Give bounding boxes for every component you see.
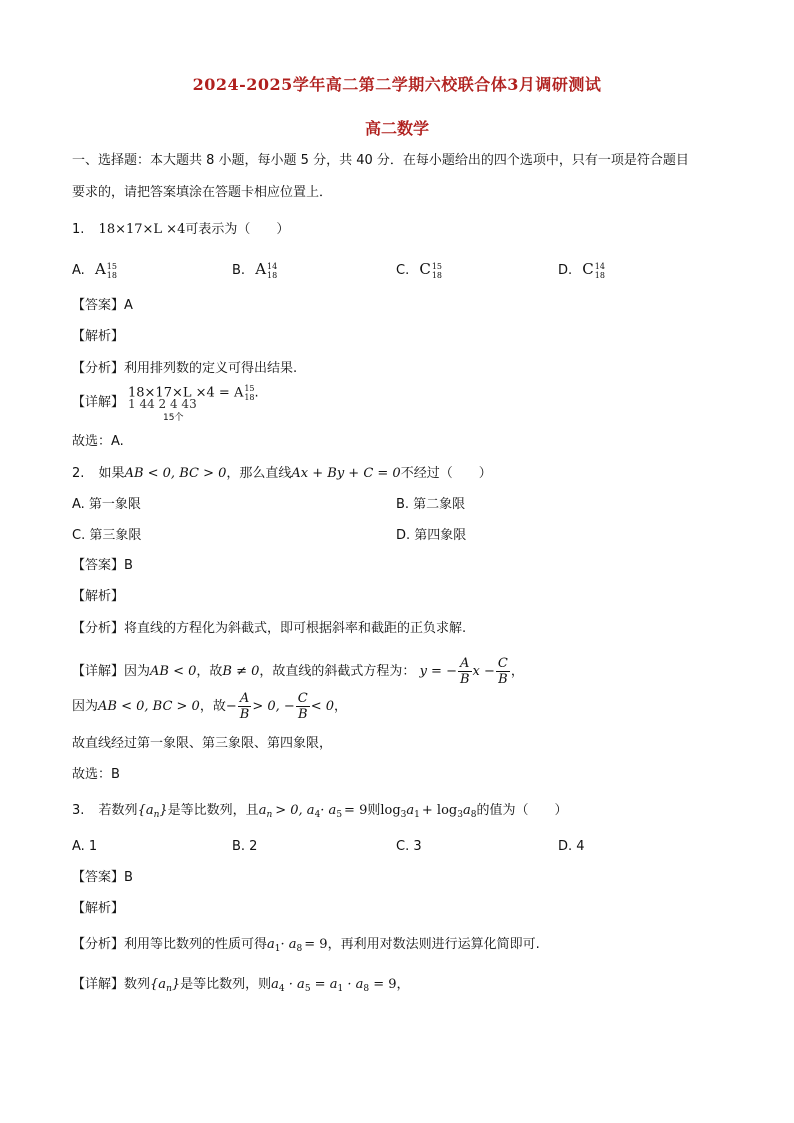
- section-intro-line1: 一、选择题：本大题共 8 小题，每小题 5 分，共 40 分．在每小题给出的四个选项中，只有一项是符合题目: [72, 153, 689, 168]
- q2-detail-line3: 故直线经过第一象限、第三象限、第四象限，: [72, 736, 333, 751]
- q3-option-b: B. 2: [232, 839, 258, 854]
- q3-option-d: D. 4: [558, 839, 585, 854]
- q1-stem: [72, 221, 289, 239]
- q1-detail-count: 15个: [163, 413, 184, 423]
- q2-detail-line2: 因为AB < 0, BC > 0，故− $\frac{A}{B}$ > 0, − $\frac{C}{B}$ < 0，: [72, 691, 348, 722]
- q2-analysis-label: 【解析】: [72, 589, 125, 604]
- q1-detail-brace: 1 44 2 4 43: [128, 397, 197, 411]
- q3-stem: 3. 若数列$\{a_n\}$是等比数列，且$a_n > 0$, $a_4\cdot a_5 = 9$则$\log_3a_1 + \log_3a_8$的值为（ ）: [72, 803, 568, 820]
- q2-option-b: B. 第二象限: [396, 497, 466, 512]
- q1-detail-formula: 18×17×L ×4 = A 15 18 .: [128, 384, 259, 402]
- q1-option-c: C. C 15 18: [396, 260, 443, 280]
- q3-answer: 【答案】B: [72, 870, 133, 885]
- section-intro-line2: 要求的，请把答案填涂在答题卡相应位置上．: [72, 185, 333, 200]
- q1-choose: 故选：A.: [72, 434, 124, 449]
- document-subtitle: 高二数学: [364, 119, 429, 138]
- q2-detail-line1: 【详解】因为AB < 0，故B ≠ 0，故直线的斜截式方程为： y = − $\frac{A}{B}$ x − $\frac{C}{B}$ ，: [72, 656, 524, 687]
- q3-option-a: A. 1: [72, 839, 98, 854]
- q1-fenxi: 【分析】利用排列数的定义可得出结果.: [72, 361, 298, 376]
- q3-detail: 【详解】数列$\{a_n\}$是等比数列，则$a_4 \cdot a_5 = a_1 \cdot a_8 = 9$，: [72, 977, 410, 994]
- q1-text: 可表示为（ ）: [185, 222, 290, 237]
- q2-choose: 故选：B: [72, 767, 120, 782]
- q2-fenxi: 【分析】将直线的方程化为斜截式，即可根据斜率和截距的正负求解.: [72, 621, 467, 636]
- q1-detail: 【详解】: [72, 395, 125, 410]
- q2-stem: 2. 如果AB < 0, BC > 0，那么直线Ax + By + C = 0不经过（ ）: [72, 466, 492, 481]
- q2-option-a: A. 第一象限: [72, 497, 141, 512]
- q1-option-d: D. C 14 18: [558, 260, 605, 280]
- q2-option-c: C. 第三象限: [72, 528, 142, 543]
- q3-fenxi: 【分析】利用等比数列的性质可得$a_1\cdot a_8 = 9$，再利用对数法则进行运算化简即可.: [72, 937, 540, 954]
- q3-analysis-label: 【解析】: [72, 901, 125, 916]
- q1-analysis-label: 【解析】: [72, 329, 125, 344]
- q3-option-c: C. 3: [396, 839, 422, 854]
- q1-option-a: A. A 15 18: [72, 260, 117, 280]
- q1-option-b: B. A 14 18: [232, 260, 278, 280]
- q1-expression: 18×17×L ×4: [98, 222, 186, 237]
- q1-number: 1.: [72, 222, 85, 237]
- q2-answer: 【答案】B: [72, 558, 133, 573]
- q1-answer: 【答案】A: [72, 298, 133, 313]
- document-title: 2024-2025学年高二第二学期六校联合体3月调研测试: [192, 75, 602, 94]
- q2-option-d: D. 第四象限: [396, 528, 467, 543]
